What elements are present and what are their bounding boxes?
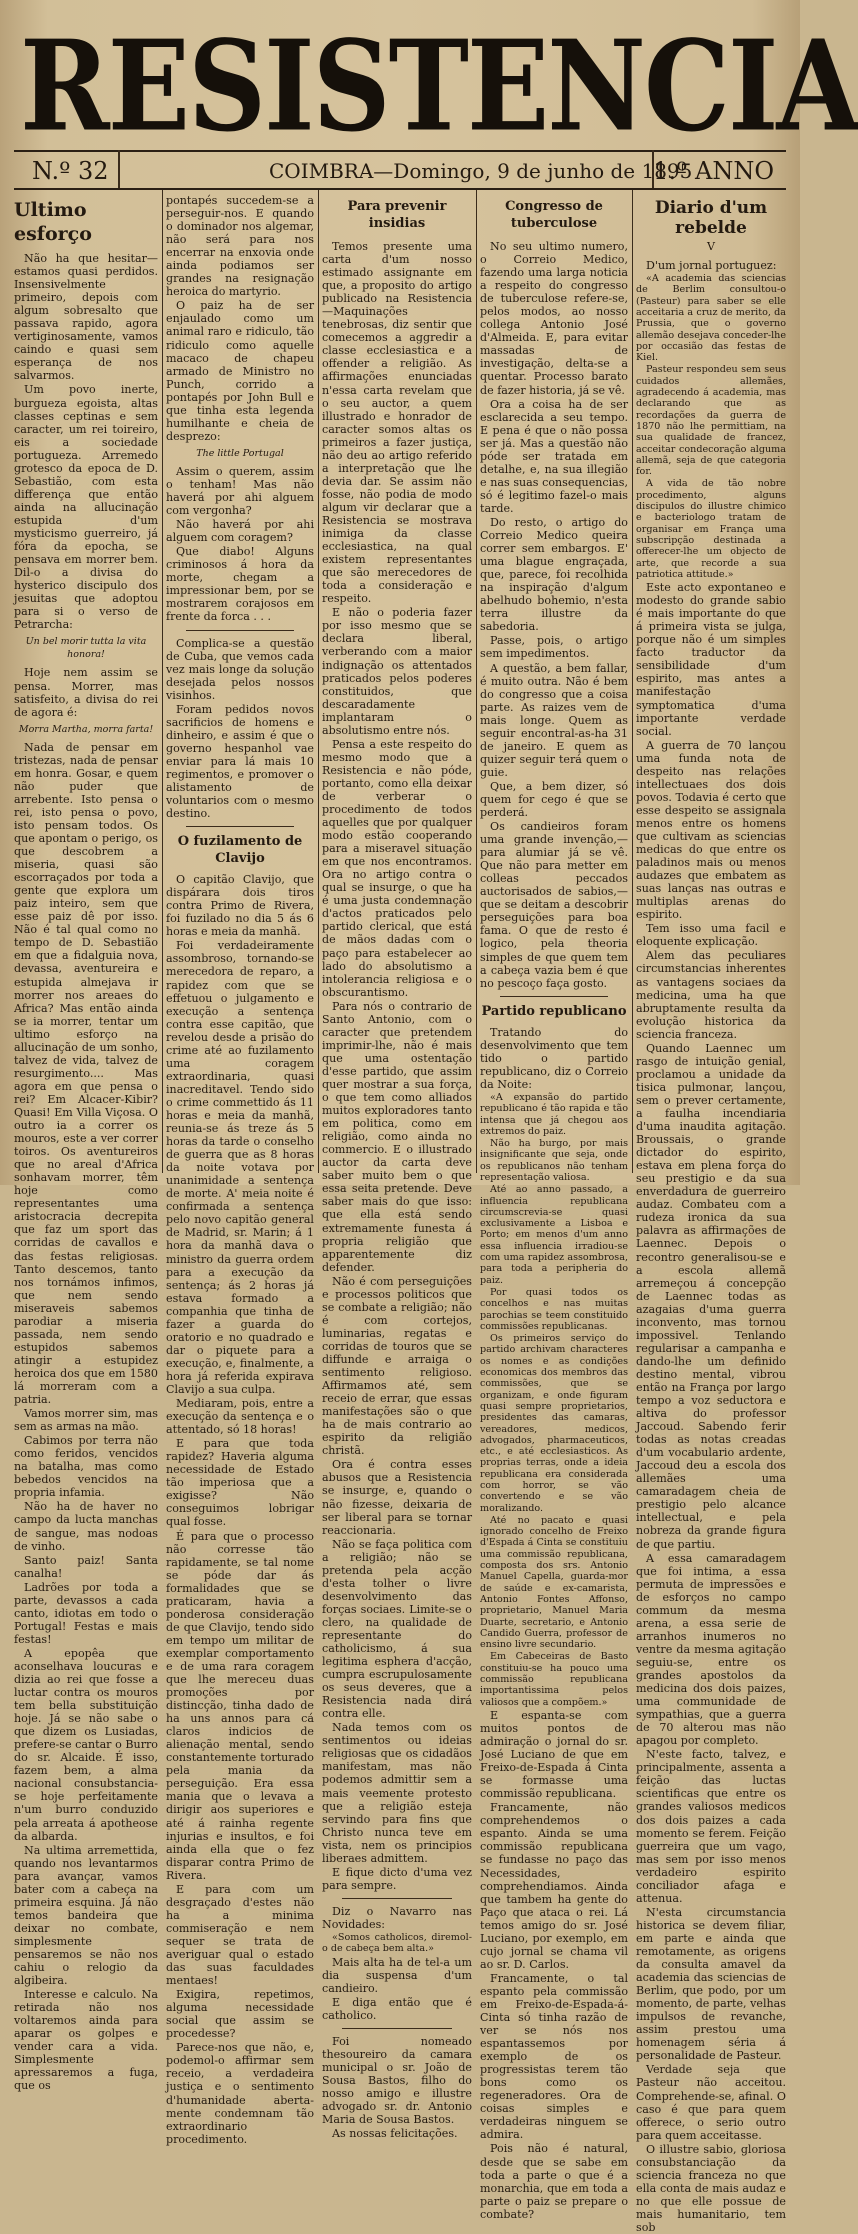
paragraph: Foi verdadeiramente assombroso, tornando-se merecedora de reparo, a rapidez com que se effetuou o julgamento e execução a sentença contra esse capitão, que revelou desde a prisão do crime até ao fuzilamento uma coragem extraordinaria, quasi inacreditavel. Tendo sido o crime commettido ás 11 horas e meia da manhã, reunia-se ás treze ás 5 horas da tarde o conselho de guerra que as 8 horas da noite votava por unanimidade a sentença de morte. A' meia noite é confirmada a sentença pelo novo capitão general de Madrid, sr. Marin; á 1 hora da manhã dava o ministro da guerra ordem para a execução da sentença; ás 2 horas já estava formado a companhia que tinha de fazer a guarda do oratorio e no quadrado e dar o piquete para a execução, e, finalmente, a hora já referida expirava Clavijo a sua culpa.	[166, 939, 314, 1396]
quote: Os primeiros serviço do partido archivam characteres os nomes e as condições economicas dos membros das commissões, que se organizam, e onde figuram quasi sempre proprietarios, presidentes das camaras, vereadores, medicos, advogados, pharmaceuticos, etc., e até ecclesiasticos. As proprias terras, onde a ideia republicana era considerada com horror, se vão convertendo e se vão moralizando.	[480, 1333, 628, 1514]
paragraph: Não ha de haver no campo da lucta manchas de sangue, mas nodoas de vinho.	[14, 1500, 158, 1553]
paragraph: A epopêa que aconselhava loucuras e dizia ao rei que fosse a luctar contra os mouros tem bella substituição hoje. Já se não sabe o que dizem os Lusiadas, prefere-se cantar o Burro do sr. Alcaide. É isso, fazem bem, a alma nacional consubstancia-se hoje perfeitamente n'um burro conduzido pela arreata á apotheose da albarda.	[14, 1646, 158, 1843]
column-rule	[476, 190, 477, 1173]
column-rule	[632, 190, 633, 1173]
paragraph: Cabimos por terra não como feridos, vencidos na batalha, mas como bebedos vencidos na propria infamia.	[14, 1434, 158, 1500]
paragraph: A questão, a bem fallar, é muito outra. Não é bem do congresso que a coisa parte. As raizes vem de mais longe. Quem as seguir encontral-as-ha 31 de janeiro. E quem as quizer seguir terá quem o guie.	[480, 661, 628, 779]
paragraph: Nada de pensar em tristezas, nada de pensar em honra. Gosar, e quem não puder que arrebente. Isto pensa o rei, isto pensa o povo, isto pensam todos. Os que apontam o perigo, os que descobrem a miseria, quasi são escorraçados por toda a gente que explora um paiz inteiro, sem que esse paiz dê por isso. Não é tal qual como no tempo de D. Sebastião em que a fidalguia nova, devassa, aventureira e estupida almejava ir morrer nos areaes do Africa? Mas então ainda se ia morrer, tentar um ultimo esforço na allucinação de um sonho, talvez de vida, talvez de resurgimento.... Mas agora em que pensa o rei? Em Alcacer-Kibir? Quasi! Em Villa Viçosa. O outro ia a correr os mouros, este a ver correr toiros. Os aventureiros que no areal d'Africa sonhavam morrer, têm hoje como representantes uma aristocracia decrepita que faz um sport das corridas de cavallos e das festas religiosas. Tanto descemos, tanto nos tornámos infimos, que nem sendo miseraveis sabemos parodiar a miseria passada, nem sendo estupidos sabemos atingir a estupidez heroica dos que em 1580 lá morreram com a patria.	[14, 740, 158, 1407]
quote: Não ha burgo, por mais insignificante que seja, onde os republicanos não tenham representação valiosa.	[480, 1138, 628, 1183]
article-headline: Partido republicano	[481, 1003, 627, 1019]
quote: Até ao anno passado, a influencia republicana circumscrevia-se quasi exclusivamente a Lisboa e Porto; em menos d'um anno essa influencia irradiou-se com uma rapidez assombrosa, para toda a peripheria do paiz.	[480, 1184, 628, 1286]
paragraph: E espanta-se com muitos pontos de admiração o jornal do sr. José Luciano de que em Freixo-de-Espada á Cinta se formasse uma commissão republicana.	[480, 1708, 628, 1801]
paragraph: pontapés succedem-se a perseguir-nos. E quando o dominador nos algemar, não será para nos encerrar na enxovia onde ainda podiamos ser grandes na resignação heroica do martyrio.	[166, 194, 314, 299]
paragraph: A essa camaradagem que foi intima, a essa permuta de impressões e de esforços no campo commum da mesma arena, a essa serie de arranhos inumeros no ventre da mesma agitação seguiu-se, entre os grandes apostolos da medicina dos dois paizes, uma communidade de sympathias, que a guerra de 70 alterou mas não apagou por completo.	[636, 1551, 786, 1748]
quote: Por quasi todos os concelhos e nas muitas parochias se teem constituido commissões republicanas.	[480, 1286, 628, 1332]
article-headline: Congresso de tuberculose	[505, 199, 603, 231]
paragraph: Mais alta ha de tel-a um dia suspensa d'um candieiro.	[322, 1955, 472, 1995]
quote: Morra Martha, morra farta!	[18, 723, 154, 735]
paragraph: Diz o Navarro nas Novidades:	[322, 1904, 472, 1931]
roman-numeral: V	[706, 240, 715, 253]
paragraph: Nada temos com os sentimentos ou ideias religiosas que os cidadãos manifestam, mas não podemos admittir sem a mais veemente protesto que a religião esteja servindo para fins que Christo nunca teve em vista, nem os principios liberaes admittem.	[322, 1721, 472, 1865]
column-5	[636, 192, 787, 2234]
paragraph: Francamente, não comprehendemos o espanto. Ainda se uma commissão republicana se fundasse no paço das Necessidades, comprehendiamos. Ainda que tambem ha gente do Paço que ataca o rei. Lá temos amigo do sr. José Luciano, por exemplo, em cujo jornal se chama vil ao sr. D. Carlos.	[480, 1801, 628, 1971]
masthead-rule-bottom	[14, 188, 786, 190]
paragraph: O illustre sabio, gloriosa consubstanciação da sciencia franceza no que ella conta de mais audaz e no que elle possue de mais humanitario, tem sob	[636, 2142, 786, 2234]
paragraph: Ora é contra esses abusos que a Resistencia se insurge, e, quando o não fizesse, deixaria de ser liberal para se tornar reaccionaria.	[322, 1458, 472, 1537]
quote: Em Cabeceiras de Basto constituiu-se ha pouco uma commissão republicana importantissima pelos valiosos que a compõem.»	[480, 1651, 628, 1708]
paragraph: Ladrões por toda a parte, devassos a cada canto, idiotas em todo o Portugal! Festas e mais festas!	[14, 1580, 158, 1646]
quote: Pasteur respondeu sem seus cuidados allemães, agradecendo á academia, mas declarando que as recordações da guerra de 1870 não lhe permittiam, na sua qualidade de francez, acceitar condecoração alguma allemã, seja de que categoria for.	[636, 364, 786, 478]
newspaper-title: RESISTENCIA	[20, 14, 858, 160]
issue-number: N.º 32	[32, 157, 109, 185]
paragraph: Mediaram, pois, entre a execução da sentença e o attentado, só 18 horas!	[166, 1397, 314, 1437]
column-3	[322, 192, 472, 2141]
paragraph: Santo paiz! Santa canalha!	[14, 1553, 158, 1580]
paragraph: Os candieiros foram uma grande invenção,—para alumiar já se vê. Que não para metter em colleas peccados auctorisados de sabios,—que se deitam a descobrir perseguições para boa fama. O que de resto é logico, pela theoria simples de que quem tem a cabeça vazia bem é que no pescoço faça gosto.	[480, 820, 628, 990]
paragraph: Pois não é natural, desde que se sabe em toda a parte o que é a monarchia, que em toda a parte o paiz se prepare o combate?	[480, 2142, 628, 2221]
article-headline: O fuzilamento de Clavijo	[177, 834, 303, 867]
year-label: 1.º ANNO	[653, 157, 774, 185]
column-1	[14, 192, 158, 2093]
paragraph: Do resto, o artigo do Correio Medico queira correr sem embargos. E' uma blague engraçada, que, parece, foi recolhida na inspiração d'algum abelhudo bohemio, n'esta terra illustre da sabedoria.	[480, 515, 628, 634]
quote: A vida de tão nobre procedimento, alguns discipulos do illustre chimico e bacteriologo tratam de organisar em França uma subscripção destinada a offerecer-lhe um objecto de arte, que recorde a sua patriotica attitude.»	[636, 478, 786, 580]
paragraph: Na ultima arremettida, quando nos levantarmos para avançar, vamos bater com a cabeça na primeira esquina. Já não temos bandeira que deixar no combate, simplesmente pensaremos se não nos cahiu o relogio da algibeira.	[14, 1843, 158, 1988]
paragraph: Este acto expontaneo e modesto do grande sabio é mais importante do que á primeira vista se julga, porque não é um simples facto traductor da sensibilidade d'um espirito, mas antes a manifestação symptomatica d'uma importante verdade social.	[636, 581, 786, 738]
article-headline: Ultimo esforço	[14, 199, 92, 245]
column-rule	[162, 190, 163, 1173]
paragraph: Não é com perseguições e processos politicos que se combate a religião; não é com cortejos, luminarias, regatas e corridas de touros que se diffunde e arraiga o sentimento religioso. Affirmamos até, sem receio de errar, que essas manifestações são o que ha de mais contrario ao espirito da religião christã.	[322, 1274, 472, 1458]
quote: Un bel morir tutta la vita honora!	[25, 636, 147, 661]
masthead-rule-top	[14, 150, 786, 152]
paragraph: E para com um desgraçado d'estes não ha a minima commiseração e nem sequer se trata de averiguar qual o estado das suas faculdades mentaes!	[166, 1882, 314, 1988]
quote: «A expansão do partido republicano é tão rapida e tão intensa que já chegou aos extremos do paiz.	[480, 1091, 628, 1137]
paragraph: No seu ultimo numero, o Correio Medico, fazendo uma larga noticia a respeito do congresso de tuberculose refere-se, pelos modos, ao nosso collega Antonio José d'Almeida. E, para evitar massadas de investigação, delta-se a quentar. Processo barato de fazer historia, já se vê.	[480, 240, 628, 397]
paragraph: Quando Laennec um rasgo de intuição genial, proclamou a unidade da tisica pulmonar, lançou, sem o prever certamente, a faulha incendiaria d'uma inaudita agitação. Broussais, o grande dictador do espirito, estava em plena força do seu prestigio e da sua enverdadura de guerreiro audaz. Combateu com a rudeza ironica da sua palavra as affirmações de Laennec. Depois o recontro generalisou-se e a escola allemã arremeçou á concepção de Laennec todas as azagaias d'uma guerra inconvento, mas tornou impossivel. Tenlando regularisar a campanha e dando-lhe um definido destino mental, vibrou então na França por largo tempo a voz seductora e altiva do professor Jaccoud. Sabendo ferir todas as notas creadas d'um vocabulario ardente, Jaccoud deu a escola dos allemães uma camaradagem cheia de prestigio pelo alcance intellectual, e pela nobreza da grande figura de que partiu.	[636, 1041, 786, 1551]
column-4	[480, 192, 628, 2221]
paragraph: Tratando do desenvolvimento que tem tido o partido republicano, diz o Correio da Noite:	[480, 1025, 628, 1091]
paragraph: A guerra de 70 lançou uma funda nota de despeito nas relações intellectuaes dos dois povos. Todavia é certo que esse despeito se assignala menos entre os homens que cultivam as sciencias medicas do que entre os paladinos mais ou menos audazes que embatem as suas lanças nas outras e multiplas arenas do espirito.	[636, 738, 787, 922]
separator	[186, 630, 294, 631]
separator	[500, 996, 608, 997]
quote: «A academia das sciencias de Berlim consultou-o (Pasteur) para saber se elle acceitaria a cruz de merito, da Prussia, que o governo allemão desejava conceder-lhe por occasião das festas de Kiel.	[636, 273, 786, 364]
article-headline: Diario d'um rebelde	[654, 198, 768, 238]
separator	[186, 826, 294, 827]
quote: Até no pacato e quasi ignorado concelho de Freixo d'Espada á Cinta se constituiu uma commissão republicana, composta dos srs. Antonio Manuel Capella, guarda-mor de saúde e ex-camarista, Antonio Fontes Affonso, proprietario, Manuel Maria Duarte, secretario, e Antonio Candido Guerra, professor de ensino livre secundario.	[480, 1514, 628, 1651]
paragraph: Francamente, o tal espanto pela commissão em Freixo-de-Espada-á-Cinta só tinha razão de ver se nós nos espantassemos por exemplo de os progressistas terem tão bons como os regeneradores. Ora de coisas simples e verdadeiras ninguem se admira.	[480, 1971, 628, 2142]
paragraph: Tem isso uma facil e eloquente explicação.	[636, 922, 786, 949]
paragraph: Um povo inerte, burgueza egoista, altas classes ceptinas e sem caracter, um rei toireiro, eis a sociedade portugueza. Arremedo grotesco da epoca de D. Sebastião, com esta differença que então ainda na allucinação estupida d'um mysticismo guerreiro, já fóra da epocha, se pensava em morrer bem. Dil-o a divisa do hysterico discipulo dos jesuitas que adoptou para si o verso de Petrarcha:	[14, 383, 158, 632]
paragraph: Passe, pois, o artigo sem impedimentos.	[480, 634, 628, 661]
paragraph: O capitão Clavijo, que dispárara dois tiros contra Primo de Rivera, foi fuzilado no dia 5 ás 6 horas e meia da manhã.	[166, 873, 314, 939]
paragraph: Que diabo! Alguns criminosos á hora da morte, chegam a impressionar bem, por se mostrarem corajosos em frente da forca . . .	[166, 545, 314, 624]
paragraph: Não ha que hesitar—estamos quasi perdidos. Insensivelmente primeiro, depois com algum sobresalto que passava rapido, agora vertiginosamente, vamos caindo e quasi sem esperança de nos salvarmos.	[14, 252, 158, 383]
paragraph: O paiz ha de ser enjaulado como um animal raro e ridiculo, tão ridiculo como aquelle macaco de chapeu armado de Ministro no Punch, corrido a pontapés por John Bull e que tinha esta legenda humilhante e cheia de desprezo:	[166, 299, 314, 443]
paragraph: Verdade seja que Pasteur não acceitou. Comprehende-se, afinal. O caso é que para quem offerece, o serio outro para quem acceitasse.	[636, 2063, 786, 2142]
paragraph: E não o poderia fazer por isso mesmo que se declara liberal, verberando com a maior indignação os attentados praticados pelos poderes constituidos, que descaradamente implantaram o absolutismo entre nós.	[322, 606, 472, 737]
paragraph: Vamos morrer sim, mas sem as armas na mão.	[14, 1407, 158, 1434]
dateline-divider	[652, 150, 654, 190]
paragraph: Parece-nos que não, e, podemol-o affirmar sem receio, a verdadeira justiça e o sentimento d'humanidade abertamente condemnam tão extraordinario procedimento.	[166, 2041, 314, 2146]
paragraph: Complica-se a questão de Cuba, que vemos cada vez mais longe da solução desejada pelos nossos visinhos.	[166, 636, 314, 702]
quote: The little Portugal	[196, 447, 284, 459]
separator	[342, 1898, 452, 1899]
paragraph: N'esta circumstancia historica se devem filiar, em parte e ainda que remotamente, as origens da consulta amavel da academia das sciencias de Berlim, que podo, por um momento, de parte, velhas impulsos de revanche, assim prestou uma homenagem séria á personalidade de Pasteur.	[636, 1905, 786, 2063]
paragraph: Temos presente uma carta d'um nosso estimado assignante em que, a proposito do artigo publicado na Resistencia—Maquinações tenebrosas, diz sentir que comecemos a aggredir a classe ecclesiastica e a offender a religião. As affirmações enunciadas n'essa carta revelam que o seu auctor, a quem illustrado e honrador de caracter somos altas os primeiros a fazer justiça, não deu ao artigo referido a interpretação que lhe devia dar. Se assim não fosse, não podia de modo algum vir declarar que a Resistencia se mostrava inimiga da classe ecclesiastica, na qual existem representantes que são merecedores de toda a consideração e respeito.	[322, 240, 472, 606]
separator	[342, 2028, 452, 2029]
paragraph: E diga então que é catholico.	[322, 1995, 472, 2022]
paragraph: Que, a bem dizer, só quem for cego é que se perderá.	[480, 779, 628, 820]
column-2	[166, 194, 314, 2146]
paragraph: Pensa a este respeito do mesmo modo que a Resistencia e não póde, portanto, como ella deixar de verberar o procedimento de todos aquelles que por qualquer modo estão cooperando para a miseravel situação em que nos encontramos. Ora no artigo contra o qual se insurge, o que ha é uma justa condemnação d'actos praticados pelo partido clerical, que está de mãos dadas com o paço para estabelecer ao lado do absolutismo a intolerancia religiosa e o obscurantismo.	[322, 737, 472, 999]
paragraph: Hoje nem assim se pensa. Morrer, mas satisfeito, a divisa do rei de agora é:	[14, 666, 158, 719]
quote: «Somos catholicos, diremol-o de cabeça bem alta.»	[322, 1932, 472, 1955]
masthead	[0, 0, 858, 160]
paragraph: Assim o querem, assim o tenham! Mas não haverá por ahi alguem com vergonha?	[166, 464, 314, 518]
paragraph: E fique dicto d'uma vez para sempre.	[322, 1865, 472, 1892]
place-date: COIMBRA—Domingo, 9 de junho de 1895	[269, 159, 693, 183]
paragraph: Foram pedidos novos sacrificios de homens e dinheiro, e assim é que o governo hespanhol vae enviar para lá mais 10 regimentos, e promover o alistamento de voluntarios com o mesmo destino.	[166, 702, 314, 821]
column-rule	[318, 190, 319, 1173]
dateline	[14, 155, 786, 187]
paragraph: Não haverá por ahi alguem com coragem?	[166, 518, 314, 545]
paragraph: E para que toda rapidez? Haveria alguma necessidade de Estado tão imperiosa que a exigisse? Não conseguimos lobrigar qual fosse.	[166, 1437, 314, 1529]
paragraph: É para que o processo não corresse tão rapidamente, se tal nome se póde dar ás formalidades que se praticaram, havia a ponderosa consideração de que Clavijo, tendo sido em tempo um militar de exemplar comportamento e de uma rara coragem que lhe mereceu duas promoções por distincção, tinha dado de ha uns annos para cá claros indicios de alienação mental, sendo constantemente torturado pela mania da perseguição. Era essa mania que o levava a dirigir aos superiores e até á rainha regente injurias e insultos, e foi ainda ella que o fez disparar contra Primo de Rivera.	[166, 1529, 314, 1882]
paragraph: Interesse e calculo. Na retirada não nos voltaremos ainda para aparar os golpes e vender cara a vida. Simplesmente apressaremos a fuga, que os	[14, 1988, 158, 2093]
paragraph: Não se faça politica com a religião; não se pretenda pela acção d'esta tolher o livre desenvolvimento das forças sociaes. Limite-se o clero, na qualidade de representante do catholicismo, á sua legitima esphera d'acção, cumpra escrupulosamente os seus deveres, que a Resistencia nada dirá contra elle.	[322, 1537, 472, 1721]
paragraph: Foi nomeado thesoureiro da camara municipal o sr. João de Sousa Bastos, filho do nosso amigo e illustre advogado sr. dr. Antonio Maria de Sousa Bastos.	[322, 2034, 472, 2127]
article-headline: Para prevenir insidias	[347, 199, 447, 231]
paragraph: Para nós o contrario de Santo Antonio, com o caracter que pretendem imprimir-lhe, não é mais que uma ostentação d'esse partido, que assim quer mostrar a sua força, o que tem como alliados muitos exploradores tanto em politica, como em religião, como ainda no commercio. E o illustrado auctor da carta deve saber muito bem o que essa seita pretende. Deve saber mais do que isso: que ella está sendo extremamente funesta á propria religião que apparentemente diz defender.	[322, 999, 472, 1274]
paragraph: As nossas felicitações.	[332, 2127, 458, 2141]
paragraph: D'um jornal portuguez:	[646, 259, 777, 273]
paragraph: N'este facto, talvez, e principalmente, assenta a feição das luctas scientificas que entre os grandes valiosos medicos dos dois paizes a cada momento se ferem. Feição guerreira que um vago, mas sem por isso menos verdadeiro espirito conciliador afaga e attenua.	[636, 1748, 786, 1905]
dateline-divider	[118, 150, 120, 190]
paragraph: Ora a coisa ha de ser esclarecida a seu tempo. E pena é que o não possa ser já. Mas a questão não póde ser tratada em detalhe, e, na sua illegião e nas suas consequencias, só é legitimo fazel-o mais tarde.	[480, 397, 628, 515]
paragraph: Exigira, repetimos, alguma necessidade social que assim se procedesse?	[166, 1988, 314, 2041]
paragraph: Alem das peculiares circumstancias inherentes as vantagens sociaes da medicina, uma ha que abruptamente resulta da evolução historica da sciencia franceza.	[636, 949, 786, 1041]
